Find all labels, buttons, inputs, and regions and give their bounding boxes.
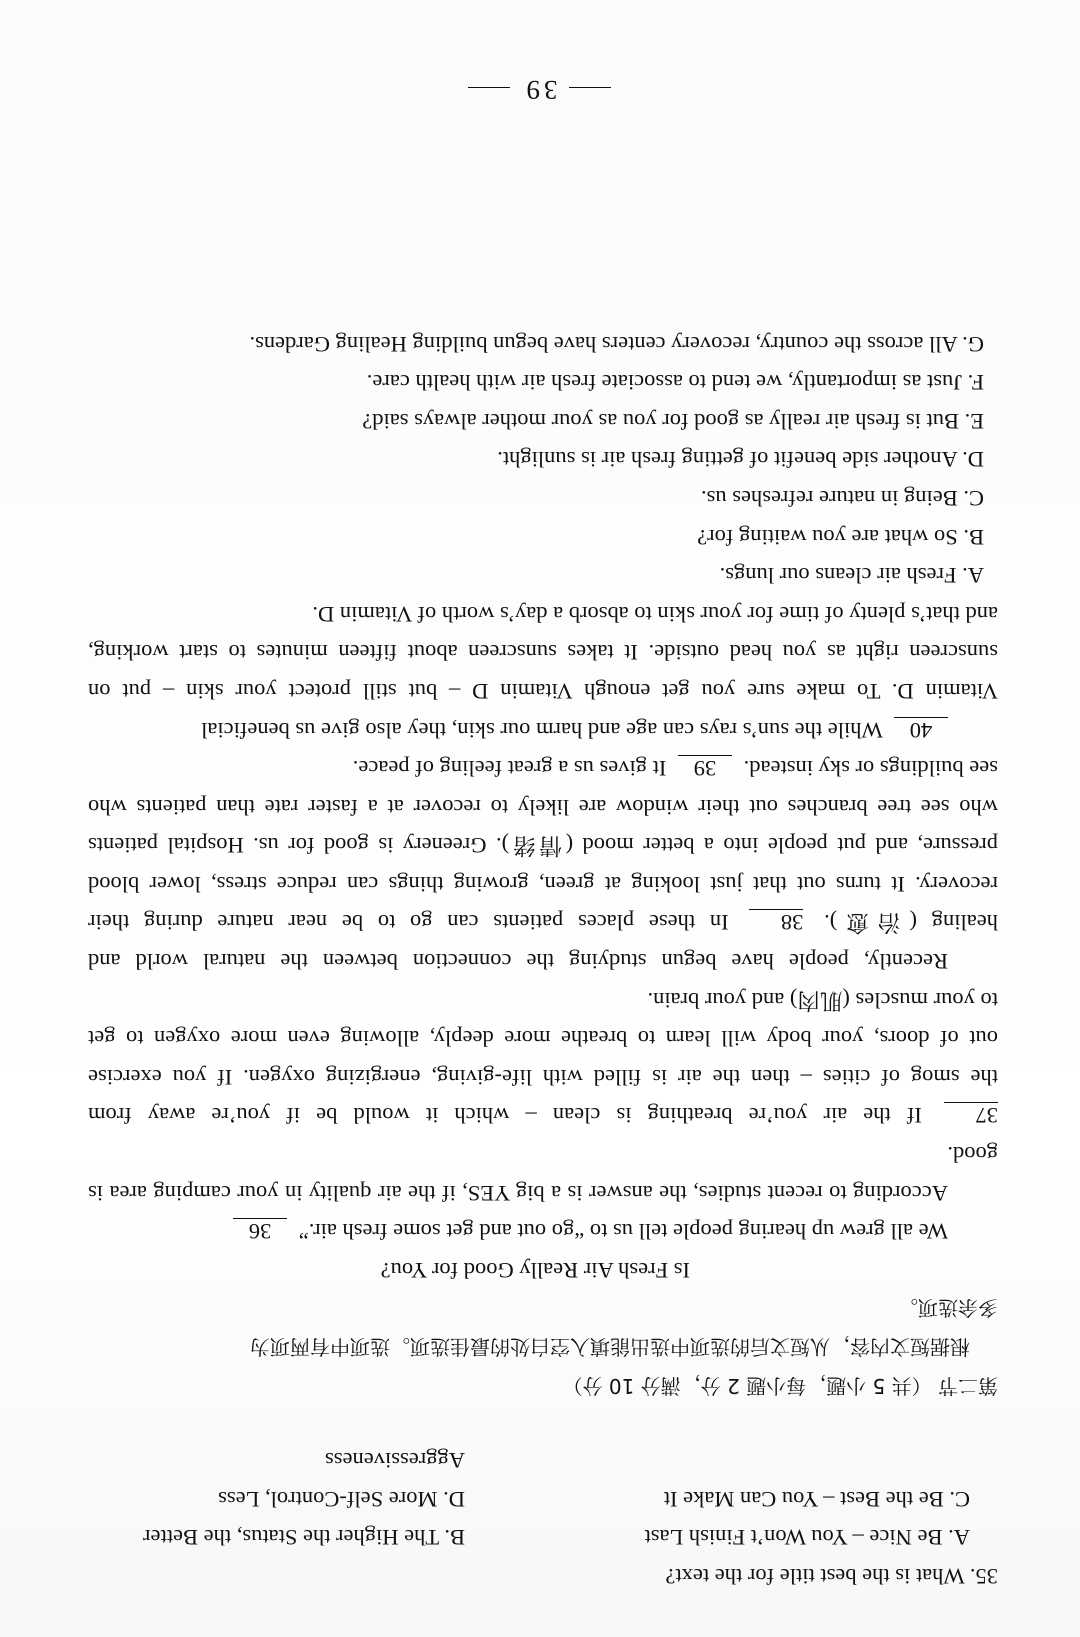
section-instruction: 根据短文内容，从短文后的选项中选出能填入空白处的最佳选项。选项中有两项为 [250,1335,970,1360]
paragraph-3-line-3: recovery. It turns out that just looking at green, growing things can reduce stress, lower blood [88,871,998,897]
paragraph-4-line-2: Vitamin D. To make sure you get enough Vitamin D – but still protect your skin – put on [88,678,998,704]
blank-38: 38 [749,910,803,935]
paragraph-2-line-4: the smog of cities – then the air is filled with life-giving, energizing oxygen. If you exercise [88,1064,998,1090]
paragraph-4-line-1 [88,710,998,749]
paragraph-4-line-1-text: While the sun’s rays can age and harm our skin, they also give us beneficial [201,717,883,743]
option-g: G. All across the country, recovery centers have begun building Healing Gardens. [249,331,984,357]
option-c: C. Being in nature refreshes us. [700,485,984,511]
option-f: F. Just as importantly, we tend to associate fresh air with health care. [366,370,984,396]
blank-37: 37 [944,1102,998,1127]
page-number-dash-right [469,87,511,88]
passage-title: Is Fresh Air Really Good for You? [380,1257,690,1283]
page-number [0,74,1080,105]
paragraph-3-line-2-b: In these places patients can go to be near nature during their [88,910,729,936]
option-list [88,324,998,594]
option-d: D. Another side benefit of getting fresh air is sunlight. [497,447,984,473]
paragraph-2-line-3-text: If the air you’re breathing is clean – which it would be if you’re away from [88,1103,922,1129]
option-35-d: D. More Self-Control, Less Aggressiveness [218,1448,465,1512]
page-number-dash-left [570,87,612,88]
spacer [88,1405,998,1441]
option-b: B. So what are you waiting for? [697,524,984,550]
paragraph-3-line-6-a: see buildings or sky instead. [743,756,998,782]
section-instruction-cont: 多余选项。 [898,1296,998,1321]
question-35 [88,1441,998,1595]
blank-36: 36 [233,1218,287,1243]
paragraph-3-line-1: Recently, people have begun studying the connection between the natural world and [88,949,948,975]
paragraph-3-line-6 [88,749,998,788]
question-35-options-row-2 [88,1441,998,1518]
paragraph-4-line-4: and that’s plenty of time for your skin to absorb a day’s worth of Vitamin D. [312,601,998,627]
option-35-a: A. Be Nice – You Won’t Finish Last [644,1525,970,1551]
paragraph-3-line-2-a: healing (治愈). [824,910,998,936]
page-number-value: 39 [522,75,558,105]
blank-40: 40 [894,717,948,742]
paragraph-3-line-2 [88,903,998,942]
question-35-stem: 35. What is the best title for the text? [665,1564,998,1589]
paragraph-2-line-3 [88,1096,998,1135]
option-35-c: C. Be the Best – You Can Make It [663,1486,970,1512]
blank-39: 39 [678,755,732,780]
paragraph-4-line-3: sunscreen right as you head outside. It takes sunscreen about fifteen minutes to start working, [88,640,998,666]
paragraph-1-text: We all grew up hearing people tell us to “go out and get some fresh air.” [298,1219,948,1245]
paragraph-3-line-4: pressure, and put people into a better mood (情绪). Greenery is good for us. Hospital patients [88,833,998,859]
section-heading: 第二节 （共 5 小题，每小题 2 分，满分 10 分） [562,1373,998,1398]
paragraph-2-line-5: out of doors, your body will learn to breathe more deeply, allowing even more oxygen to get [88,1026,998,1052]
page-content [88,324,998,1595]
paragraph-3-line-6-b: It gives us a great feeling of peace. [352,756,667,782]
paragraph-2-line-2: good. [947,1142,998,1168]
option-e: E. But is fresh air really as good for you as your mother always said? [362,408,984,434]
question-35-options-row-1 [88,1518,998,1557]
option-a: A. Fresh air cleans our lungs. [719,563,984,589]
paragraph-1 [88,1212,998,1251]
paragraph-2-line-6: to your muscles (肌肉) and your brain. [647,987,998,1013]
option-35-b: B. The Higher the Status, the Better [142,1525,465,1551]
paragraph-3-line-5: who see tree branches out their window are likely to recover at a faster rate than patients who [88,794,998,820]
paragraph-2-line-1: According to recent studies, the answer is a big YES, if the air quality in your camping area is [88,1180,948,1206]
